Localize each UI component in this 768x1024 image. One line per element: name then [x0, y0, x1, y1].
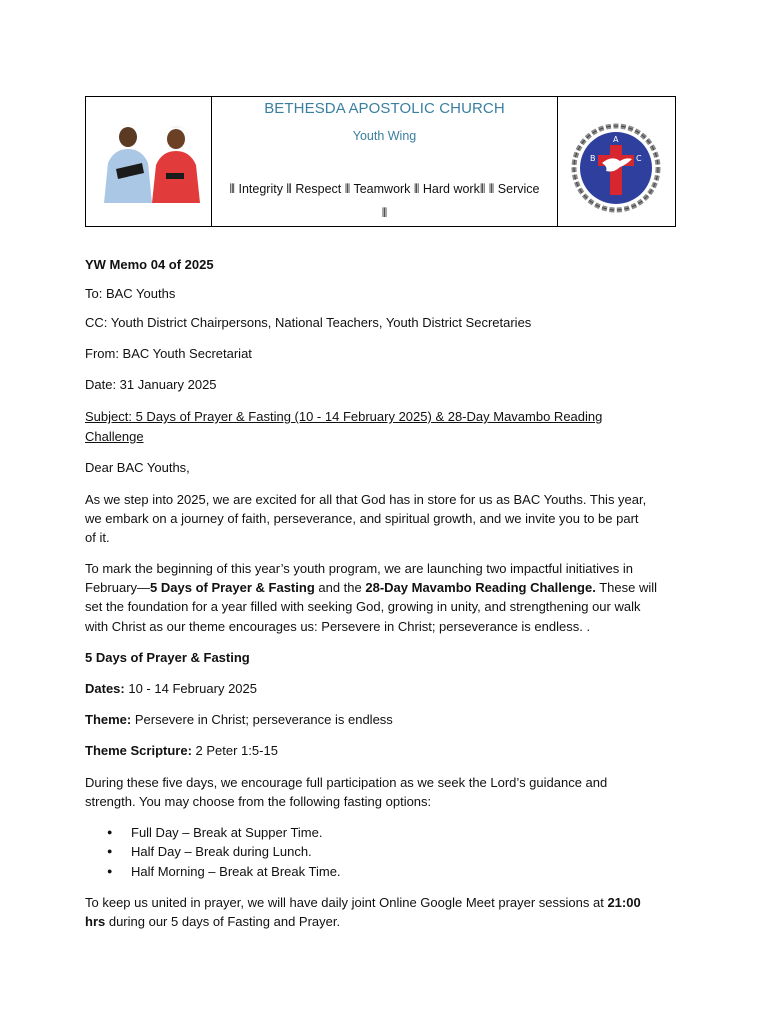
session-time-unit: hrs — [85, 914, 106, 929]
dates-line — [85, 679, 695, 699]
letterhead-title-cell — [212, 97, 558, 226]
initiatives-paragraph-line-3: set the foundation for a year filled with seeking God, growing in unity, and strengthening our walk — [85, 599, 641, 614]
logo-letter-a: A — [613, 135, 619, 144]
core-values: ⦀ Integrity ⦀ Respect ⦀ Teamwork ⦀ Hard work⦀ ⦀ Service ⦀ — [229, 182, 540, 220]
session-time: 21:00 — [607, 895, 641, 910]
section-title: 5 Days of Prayer & Fasting — [85, 650, 250, 665]
list-item: ● Half Day – Break during Lunch. — [85, 842, 341, 861]
initiatives-paragraph-line-1: To mark the beginning of this year’s youth program, we are launching two impactful initiatives in — [85, 561, 633, 576]
scripture-line — [85, 741, 695, 761]
memo-date: Date: 31 January 2025 — [85, 377, 217, 392]
list-item: ● Half Morning – Break at Break Time. — [85, 862, 341, 881]
scripture-label: Theme Scripture: — [85, 743, 192, 758]
memo-from: From: BAC Youth Secretariat — [85, 346, 252, 361]
initiatives-paragraph-line-4: with Christ as our theme encourages us: Persevere in Christ; perseverance is endless. . — [85, 619, 591, 634]
memo-subject-line-2: Challenge — [85, 429, 144, 444]
dates-value: 10 - 14 February 2025 — [124, 681, 257, 696]
memo-cc: CC: Youth District Chairpersons, National Teachers, Youth District Secretaries — [85, 315, 532, 330]
scripture-value: 2 Peter 1:5-15 — [191, 743, 278, 758]
greeting: Dear BAC Youths, — [85, 460, 190, 475]
logo-letter-b: B — [590, 154, 596, 163]
initiatives-paragraph-line-2 — [85, 578, 695, 598]
prayer-sessions-line-1 — [85, 893, 695, 913]
leaders-photo — [94, 123, 204, 203]
fasting-paragraph-line-1: During these five days, we encourage full participation as we seek the Lord’s guidance and — [85, 775, 608, 790]
list-item: ● Full Day – Break at Supper Time. — [85, 823, 341, 842]
memo-reference: YW Memo 04 of 2025 — [85, 257, 214, 272]
text-span: February— — [85, 580, 151, 595]
reading-challenge-emphasis: 28-Day Mavambo Reading Challenge. — [365, 580, 596, 595]
letterhead-logo-cell — [558, 97, 675, 226]
memo-subject-line-1: Subject: 5 Days of Prayer & Fasting (10 - 14 February 2025) & 28-Day Mavambo Reading — [85, 409, 603, 424]
dates-label: Dates: — [85, 681, 125, 696]
intro-paragraph-line-3: of it. — [85, 530, 110, 545]
prayer-fasting-emphasis: 5 Days of Prayer & Fasting — [150, 580, 315, 595]
text-span: To keep us united in prayer, we will have daily joint Online Google Meet prayer sessions at — [85, 895, 608, 910]
prayer-sessions-line-2 — [85, 912, 695, 932]
theme-value: Persevere in Christ; perseverance is endless — [131, 712, 393, 727]
fasting-options-list — [85, 823, 341, 881]
text-span: and the — [314, 580, 366, 595]
theme-line — [85, 710, 695, 730]
text-span: during our 5 days of Fasting and Prayer. — [105, 914, 341, 929]
fasting-paragraph-line-2: strength. You may choose from the following fasting options: — [85, 794, 432, 809]
theme-label: Theme: — [85, 712, 132, 727]
letterhead-photo-cell — [86, 97, 212, 226]
logo-letter-c: C — [636, 154, 642, 163]
memo-to: To: BAC Youths — [85, 286, 176, 301]
letterhead-table — [85, 96, 676, 227]
text-span: These will — [595, 580, 658, 595]
church-name: BETHESDA APOSTOLIC CHURCH — [264, 100, 505, 117]
wing-name: Youth Wing — [352, 129, 417, 143]
bac-logo — [568, 123, 664, 213]
intro-paragraph-line-1: As we step into 2025, we are excited for all that God has in store for us as BAC Youths. This year, — [85, 492, 647, 507]
intro-paragraph-line-2: we embark on a journey of faith, perseverance, and spiritual growth, and we invite you to be part — [85, 511, 639, 526]
